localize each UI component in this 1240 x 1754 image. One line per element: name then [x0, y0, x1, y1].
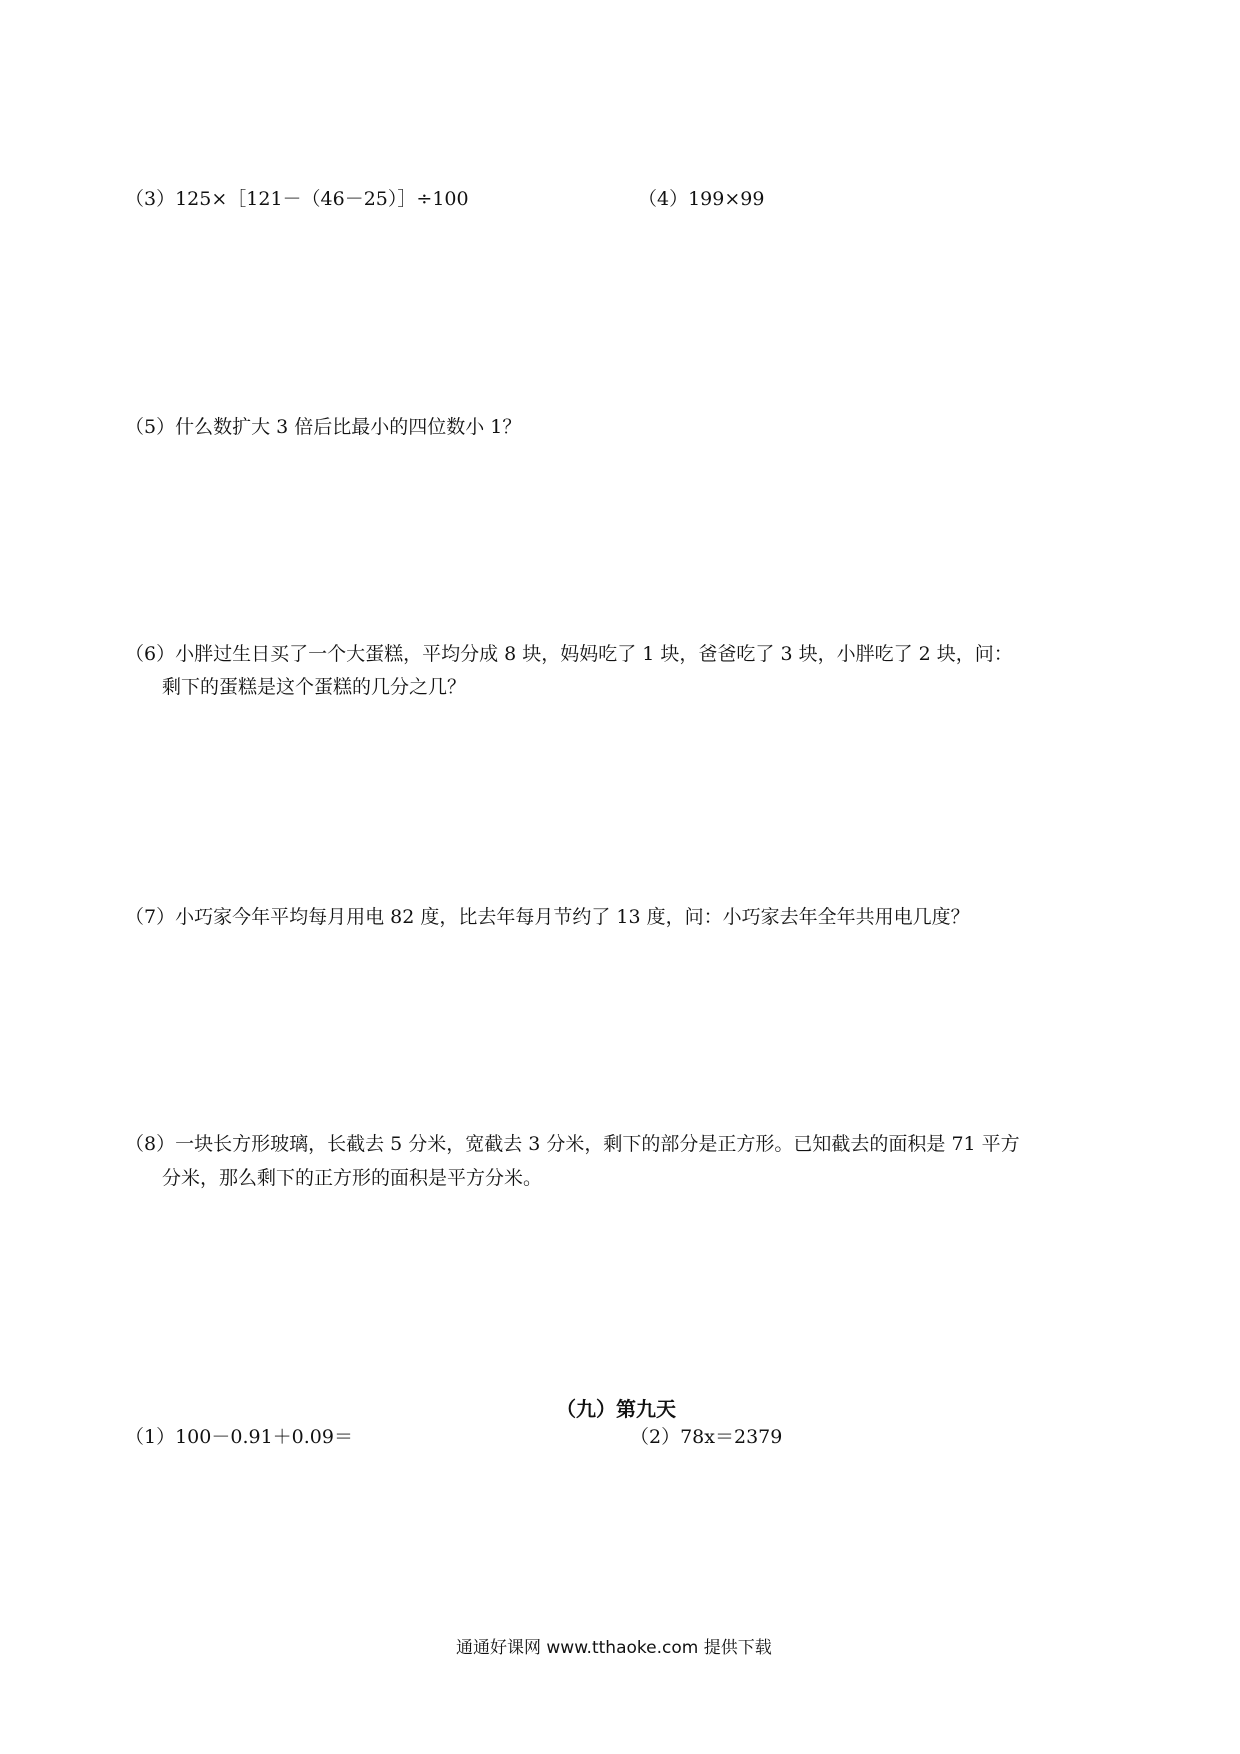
problem-6-line-1: （6）小胖过生日买了一个大蛋糕，平均分成 8 块，妈妈吃了 1 块，爸爸吃了 3 块，小胖吃了 2 块，问： — [125, 643, 1013, 665]
problem-8-line-2: 分米，那么剩下的正方形的面积是平方分米。 — [162, 1167, 543, 1189]
problem-5: （5）什么数扩大 3 倍后比最小的四位数小 1？ — [125, 416, 522, 438]
day9-question-2: （2）78x＝2379 — [630, 1426, 783, 1448]
footer-credit: 通通好课网 www.tthaoke.com 提供下载 — [456, 1638, 772, 1658]
day9-question-1: （1）100－0.91＋0.09＝ — [125, 1426, 353, 1448]
problem-8-line-1: （8）一块长方形玻璃，长截去 5 分米，宽截去 3 分米，剩下的部分是正方形。已知截去的面积是 71 平方 — [125, 1133, 1020, 1155]
section-title-day-9: （九）第九天 — [556, 1397, 676, 1421]
problem-6-line-2: 剩下的蛋糕是这个蛋糕的几分之几？ — [162, 676, 467, 698]
problem-4: （4）199×99 — [638, 188, 765, 210]
problem-3: （3）125×［121－（46－25）］÷100 — [125, 188, 469, 210]
problem-7: （7）小巧家今年平均每月用电 82 度，比去年每月节约了 13 度，问：小巧家去年全年共用电几度？ — [125, 906, 970, 928]
